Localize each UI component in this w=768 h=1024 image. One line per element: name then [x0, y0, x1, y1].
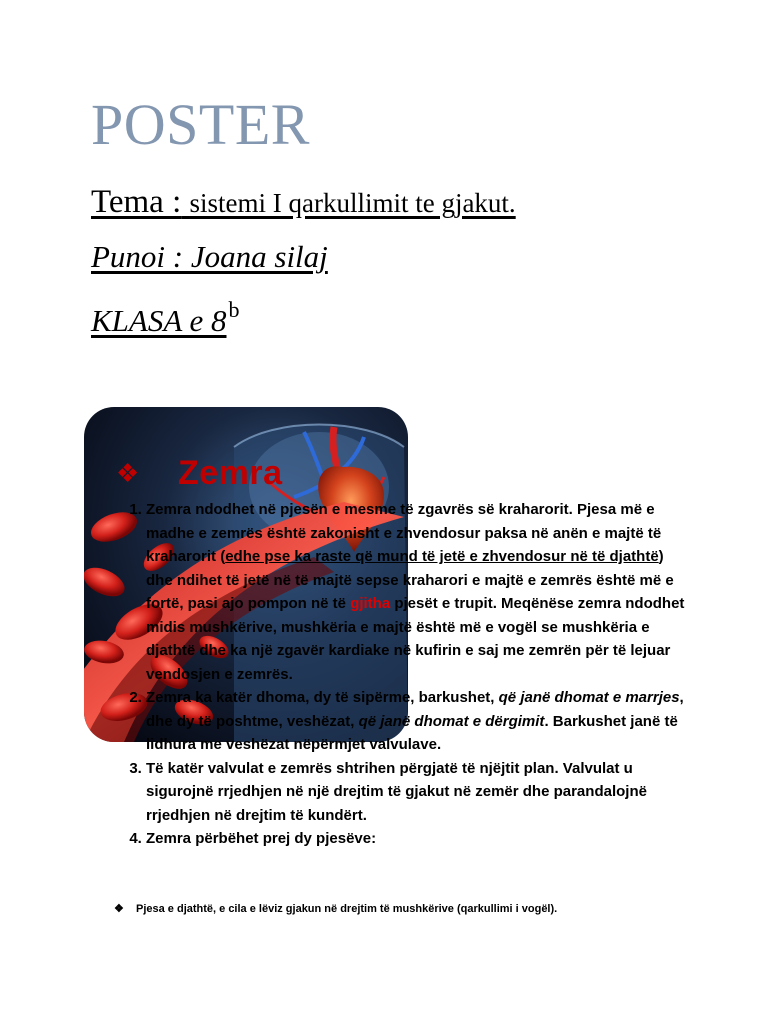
list-item: 3. Të katër valvulat e zemrës shtrihen përgjatë të njëjtit plan. Valvulat u sigurojnë rrjedhjen në një drejtim të gjakut në zemër dhe parandalojnë rrjedhjen në drejtim të kundërt.: [146, 757, 688, 828]
diamond-bullet-icon: ❖: [116, 458, 140, 488]
tema-value: sistemi I qarkullimit te gjakut.: [189, 188, 516, 218]
section-heading: [116, 454, 283, 493]
list-item: 1. Zemra ndodhet në pjesën e mesme të zgavrës së kraharorit. Pjesa më e madhe e zemrës është zakonisht e zhvendosur paksa në anën e majtë të kraharorit (edhe pse ka raste që mund të jetë e zhvendosur në të djathtë) dhe ndihet të jetë në të majtë sepse kraharori e majtë e zemrës është më e fortë, pasi ajo pompon në të gjitha pjesët e trupit. Meqënëse zemra ndodhet midis mushkërive, mushkëria e majtë është më e vogël se mushkëria e djathtë dhe ka një zgavër kardiake në kufirin e saj me zemrën për të lejuar vendosjen e zemrës.: [146, 498, 688, 686]
content-list: [118, 498, 688, 851]
class-superscript: b: [228, 297, 240, 322]
list-item: 4. Zemra përbëhet prej dy pjesëve:: [146, 827, 688, 851]
sub-bullet-note: [114, 902, 734, 916]
sub-bullet-text: Pjesa e djathtë, e cila e lëviz gjakun në drejtim të mushkërive (qarkullimi i vogël).: [136, 903, 558, 915]
author-line: Punoi : Joana silaj: [91, 239, 328, 274]
class-label: KLASA e 8: [91, 303, 227, 338]
tema-label: Tema :: [91, 184, 182, 220]
list-item: 2. Zemra ka katër dhoma, dy të sipërme, barkushet, që janë dhomat e marrjes, dhe dy të poshtme, veshëzat, që janë dhomat e dërgimit. Barkushet janë të lidhura me veshëzat nëpërmjet valvulave.: [146, 686, 688, 757]
poster-title: POSTER: [91, 92, 310, 157]
section-heading-text: Zemra: [178, 454, 283, 492]
diamond-bullet-icon: ❖: [114, 903, 124, 915]
tema-line: [91, 186, 516, 219]
highlight-word: gjitha: [350, 595, 391, 612]
class-line: [91, 297, 240, 338]
